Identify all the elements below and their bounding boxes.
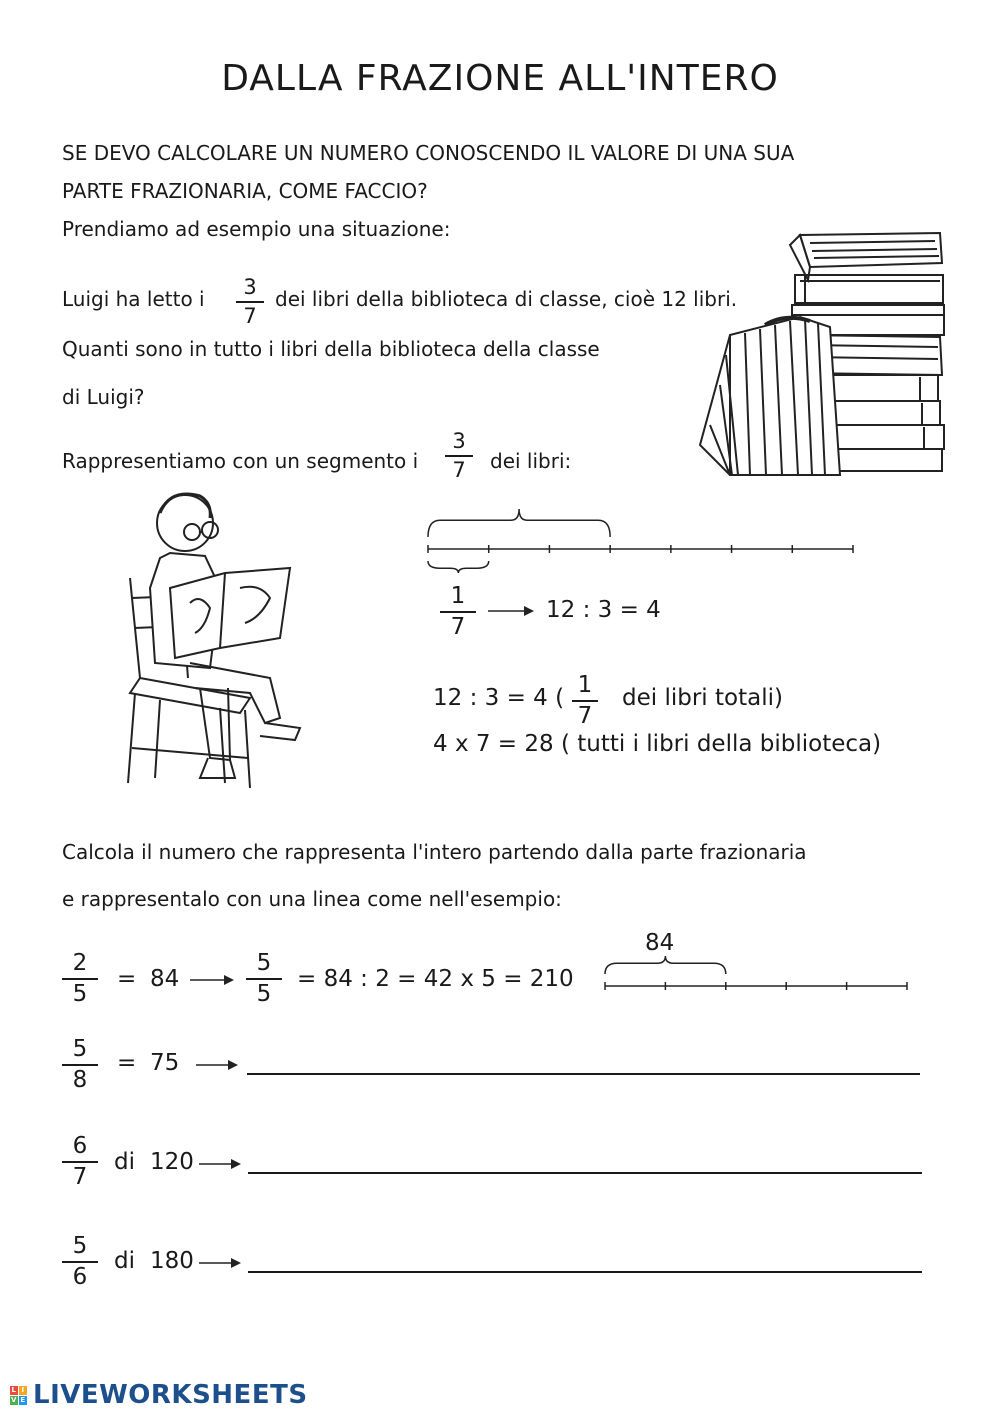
calc-1-fraction (572, 674, 598, 728)
exercise-4-denominator: 6 (72, 1263, 88, 1290)
example-segment-diagram (425, 505, 865, 585)
liveworksheets-brand: LIVEWORKSHEETS (33, 1380, 308, 1410)
exercise-1-solution: = 84 : 2 = 42 x 5 = 210 (297, 966, 574, 992)
segment-fraction-numerator: 3 (452, 429, 466, 453)
exercise-2-answer-line[interactable] (247, 1073, 920, 1075)
problem-fraction-denominator: 7 (243, 303, 257, 328)
exercise-4-relation: di (114, 1248, 135, 1274)
exercise-3-denominator: 7 (72, 1163, 88, 1190)
calc-1-suffix: dei libri totali) (622, 685, 783, 711)
example-segment-unit-brace-icon (428, 561, 489, 573)
example-segment-brace-icon (428, 509, 610, 537)
exercise-2-relation: = (117, 1050, 137, 1076)
exercise-4-numerator: 5 (72, 1233, 88, 1259)
exercise-4-value: 180 (150, 1248, 194, 1274)
unit-fraction-denominator: 7 (450, 613, 466, 640)
exercise-1-solved-numerator: 5 (256, 950, 272, 976)
arrow-icon (199, 1257, 243, 1269)
exercise-3-value: 120 (150, 1149, 194, 1175)
liveworksheets-mark-icon: L I V E (11, 1385, 26, 1404)
segment-fraction-denominator: 7 (452, 457, 466, 482)
liveworksheets-logo[interactable] (10, 1380, 308, 1410)
exercise-1-solved-denominator: 5 (256, 980, 272, 1007)
exercise-3-relation: di (114, 1149, 135, 1175)
exercise-1-numerator: 2 (72, 950, 88, 976)
arrow-icon (190, 974, 236, 986)
calc-1-fraction-numerator: 1 (577, 672, 593, 698)
arrow-icon (488, 605, 534, 617)
exercise-3-fraction (62, 1135, 98, 1189)
exercise-1-relation: = (117, 966, 137, 992)
instructions-line-1: Calcola il numero che rappresenta l'intero partendo dalla parte frazionaria (62, 840, 807, 864)
problem-suffix: dei libri della biblioteca di classe, cioè 12 libri. (275, 287, 738, 311)
exercise-3-numerator: 6 (72, 1133, 88, 1159)
segment-suffix: dei libri: (490, 449, 572, 473)
calc-1-fraction-denominator: 7 (577, 702, 593, 729)
exercise-3-answer-line[interactable] (248, 1172, 922, 1174)
segment-fraction (445, 431, 473, 481)
exercise-1-denominator: 5 (72, 980, 88, 1007)
boy-reading-icon (100, 478, 310, 793)
exercise-2-value: 75 (150, 1050, 180, 1076)
page-title: DALLA FRAZIONE ALL'INTERO (221, 58, 779, 99)
problem-fraction (236, 277, 264, 327)
intro-line-3: Prendiamo ad esempio una situazione: (62, 217, 451, 241)
exercise-4-fraction (62, 1235, 98, 1289)
intro-line-1: SE DEVO CALCOLARE UN NUMERO CONOSCENDO IL VALORE DI UNA SUA (62, 141, 795, 165)
exercise-1-solved-fraction (246, 952, 282, 1006)
unit-calc: 12 : 3 = 4 (546, 597, 661, 623)
exercise-4-answer-line[interactable] (248, 1271, 922, 1273)
calc-2: 4 x 7 = 28 ( tutti i libri della biblioteca) (433, 731, 882, 757)
problem-prefix: Luigi ha letto i (62, 287, 205, 311)
arrow-icon (196, 1059, 240, 1071)
arrow-icon (199, 1158, 243, 1170)
problem-fraction-numerator: 3 (243, 275, 257, 299)
intro-line-2: PARTE FRAZIONARIA, COME FACCIO? (62, 179, 428, 203)
segment-prefix: Rappresentiamo con un segmento i (62, 449, 419, 473)
exercise-2-denominator: 8 (72, 1066, 88, 1093)
unit-fraction-numerator: 1 (450, 583, 466, 609)
problem-question-2: di Luigi? (62, 385, 145, 409)
exercise-1-fraction (62, 952, 98, 1006)
exercise-1-brace-label: 84 (645, 930, 675, 956)
stack-of-books-icon (690, 225, 960, 480)
exercise-2-numerator: 5 (72, 1036, 88, 1062)
calc-1-prefix: 12 : 3 = 4 ( (433, 685, 565, 711)
unit-fraction (440, 585, 476, 639)
instructions-line-2: e rappresentalo con una linea come nell'esempio: (62, 887, 562, 911)
problem-question-1: Quanti sono in tutto i libri della biblioteca della classe (62, 337, 600, 361)
exercise-1-segment-diagram (600, 958, 912, 998)
exercise-1-segment-brace-icon (605, 956, 726, 974)
exercise-1-value: 84 (150, 966, 180, 992)
exercise-2-fraction (62, 1038, 98, 1092)
